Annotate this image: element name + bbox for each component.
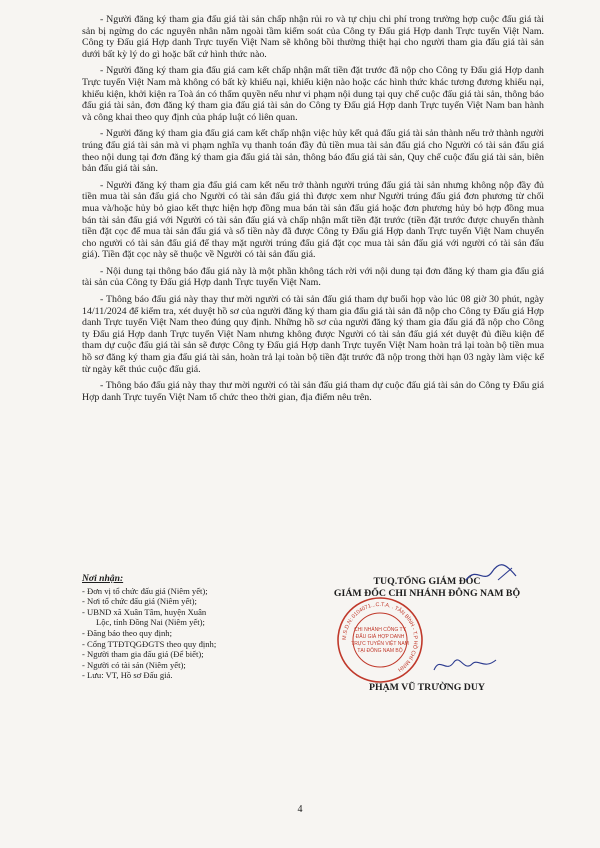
seal-line: TRỰC TUYẾN VIỆT NAM — [351, 641, 409, 647]
paragraph-auction-invite: - Thông báo đấu giá này thay thư mời người có tài sản đấu giá tham dự cuộc đấu giá tài sản do Công ty Đấu giá Hợp danh Trực tuyến Việt Nam tổ chức theo thời gian, địa điểm nêu trên. — [82, 380, 544, 403]
recipient-item: - Người có tài sản (Niêm yết); — [82, 659, 186, 670]
recipient-item: - UBND xã Xuân Tâm, huyện Xuân — [82, 606, 207, 617]
recipients-list — [82, 574, 247, 681]
signature-title: GIÁM ĐỐC CHI NHÁNH ĐÔNG NAM BỘ — [333, 588, 521, 599]
page-number: 4 — [297, 804, 303, 815]
paragraph-meeting-invite: - Thông báo đấu giá này thay thư mời người có tài sản đấu giá tham dự buổi họp vào lúc 08 giờ 30 phút, ngày 14/11/2024 để kiểm tra, xét duyệt hồ sơ của người đăng ký tham gia đấu giá tài sản đã nộp cho Công ty Đấu giá Hợp danh Trực tuyến Việt Nam theo đúng quy định. Những hồ sơ của người đăng ký tham gia đấu giá đã nộp cho Công ty Đấu giá Hợp danh Trực tuyến Việt Nam nhưng không được Người có tài sản đấu giá xét duyệt đủ điều kiện để tham dự cuộc đấu giá tài sản sẽ được Công ty Đấu giá Hợp danh Trực tuyến Việt Nam hoàn trả lại toàn bộ tiền mua hồ sơ đăng ký tham gia đấu giá tài sản, hoàn trả lại toàn bộ tiền đặt trước đã nộp trong thời hạn 03 ngày làm việc kể từ ngày kết thúc cuộc đấu giá. — [82, 294, 544, 375]
recipient-item: - Cổng TTĐTQGĐGTS theo quy định; — [82, 638, 217, 649]
paragraph-risk: - Người đăng ký tham gia đấu giá tài sản chấp nhận rủi ro và tự chịu chi phí trong trường hợp cuộc đấu giá tài sản bị ngừng do các nguyên nhân nằm ngoài tầm kiểm soát của Công ty Đấu giá Hợp danh Trực tuyến Việt Nam. Công ty Đấu giá Hợp danh Trực tuyến Việt Nam sẽ không bồi thường thiệt hại cho người tham gia đấu giá tài sản dưới bất kỳ lý do gì hoặc bất cứ hình thức nào. — [82, 14, 544, 60]
seal-line: ĐẤU GIÁ HỢP DANH — [355, 634, 405, 640]
company-seal-icon — [336, 596, 424, 684]
handwritten-signature-icon — [430, 652, 500, 678]
recipient-item: Lộc, tỉnh Đồng Nai (Niêm yết); — [96, 617, 205, 628]
signature-block — [312, 574, 542, 693]
recipient-item: - Người tham gia đấu giá (Để biết); — [82, 649, 204, 660]
seal-outer-text: M.S.D.N: 0104071...C.T.A. . TÂN BÌNH - T.P HỒ CHÍ MINH — [341, 601, 419, 673]
paragraph-deposit-loss: - Người đăng ký tham gia đấu giá cam kết chấp nhận mất tiền đặt trước đã nộp cho Công ty Đấu giá Hợp danh Trực tuyến Việt Nam mà không có bất kỳ khiếu nại, khiếu kiện nào hoặc các hình thức khác tương đương khiếu nại, khiếu kiện, khởi kiện ra Toà án có thẩm quyền nếu như vi phạm nội dung tại quy chế cuộc đấu giá tài sản, thông báo đấu giá tài sản, đơn đăng ký tham gia đấu giá tài sản do Công ty Đấu giá Hợp danh Trực tuyến Việt Nam ban hành và công khai theo quy định của pháp luật có liên quan. — [82, 65, 544, 123]
recipient-item: - Đơn vị tổ chức đấu giá (Niêm yết); — [82, 585, 208, 596]
paragraph-integral-part: - Nội dung tại thông báo đấu giá này là một phần không tách rời với nội dung tại đơn đăng ký tham gia đấu giá tài sản của Công ty Đấu giá Hợp danh Trực tuyến Việt Nam. — [82, 265, 544, 289]
recipient-item: - Lưu: VT, Hồ sơ Đấu giá. — [82, 670, 173, 681]
recipient-item: - Đăng báo theo quy định; — [82, 627, 172, 638]
initial-scribble-icon — [462, 560, 522, 588]
signer-name: PHẠM VŨ TRƯỜNG DUY — [368, 682, 486, 693]
seal-line: TẠI ĐÔNG NAM BỘ — [357, 648, 403, 654]
recipients-title: Nơi nhận: — [82, 573, 124, 584]
closing-section — [82, 574, 552, 734]
paragraph-payment-default: - Người đăng ký tham gia đấu giá cam kết nếu trở thành người trúng đấu giá tài sản nhưng không nộp đầy đủ tiền mua tài sản đấu giá cho Người có tài sản đấu giá thì được xem như Người trúng đấu giá đơn phương từ chối mua và/hoặc hủy bỏ giao kết thực hiện hợp đồng mua bán tài sản đấu giá hoặc đơn phương hủy bỏ hợp đồng mua bán tài sản đấu giá với Người có tài sản đấu giá và chấp nhận mất tiền đặt trước (tiền đặt trước được chuyển thành tiền đặt cọc để mua tài sản đấu giá và số tiền này đã được Công ty Đấu giá Hợp danh Trực tuyến Việt Nam chuyển cho người có tài sản đấu giá để thay mặt người trúng đấu giá đặt cọc mua tài sản đấu giá với người có tài sản đấu giá). Tiền đặt cọc này sẽ thuộc về Người có tài sản đấu giá. — [82, 179, 544, 261]
seal-line: CHI NHÁNH CÔNG TY — [354, 627, 406, 633]
paragraph-cancel-result: - Người đăng ký tham gia đấu giá cam kết chấp nhận việc hủy kết quả đấu giá tài sản thành nếu trở thành người trúng đấu giá tài sản mà vi phạm nghĩa vụ thanh toán đầy đủ tiền mua tài sản đấu giá cho Người có tài sản đấu giá theo nội dung tại đơn đăng ký tham gia đấu giá tài sản, thông báo đấu giá tài sản, Quy chế cuộc đấu giá tài sản, biên bản đấu giá tài sản. — [82, 128, 544, 175]
signature-authority: TUQ.TỔNG GIÁM ĐỐC — [373, 576, 481, 587]
body-text — [82, 14, 544, 408]
recipient-item: - Nơi tổ chức đấu giá (Niêm yết); — [82, 596, 197, 607]
